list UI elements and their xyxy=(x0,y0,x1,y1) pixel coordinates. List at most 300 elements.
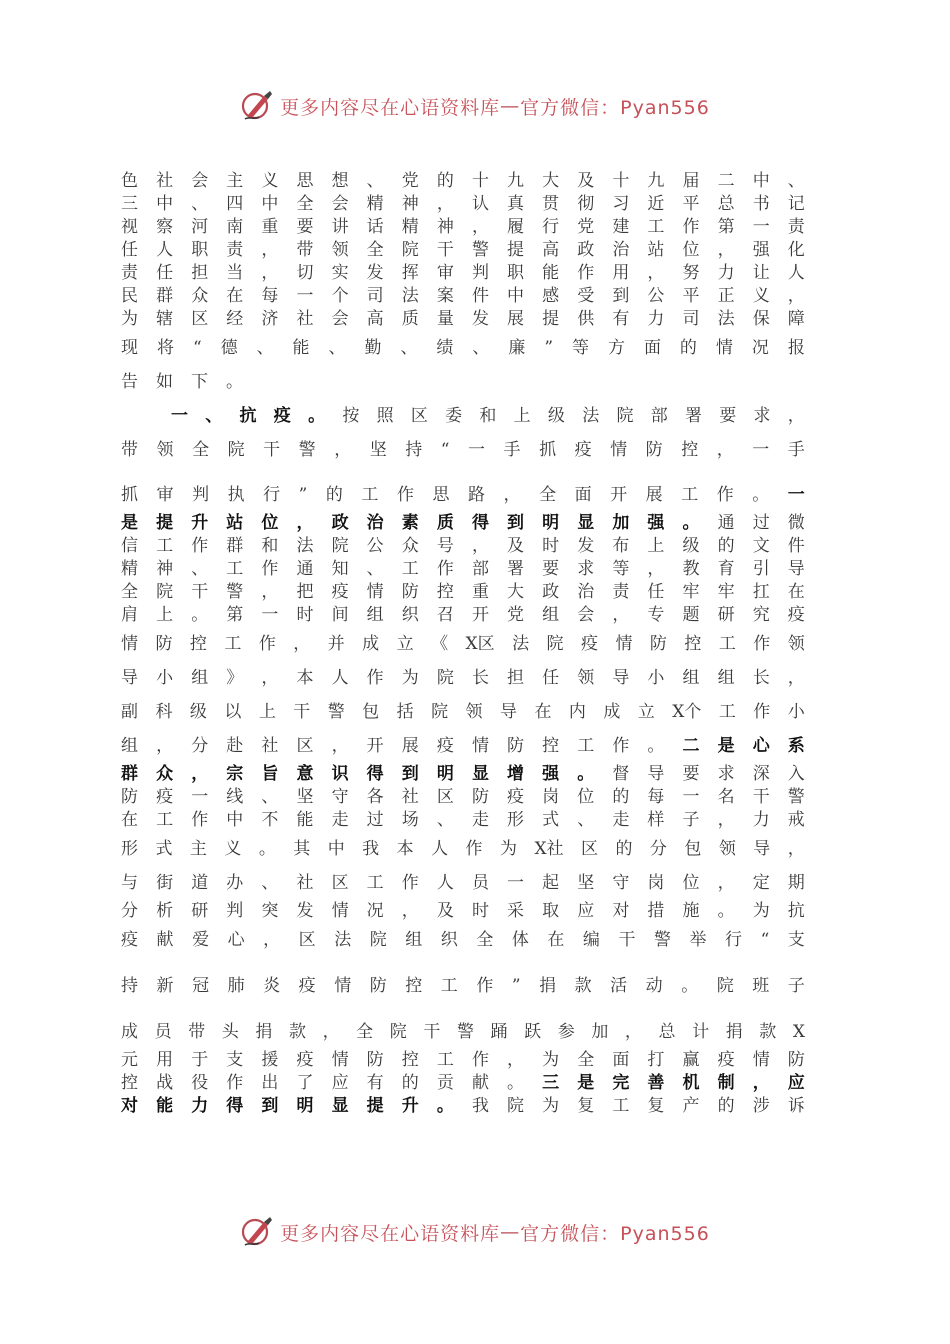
text-char: 机 xyxy=(682,1073,700,1093)
text-char: 心 xyxy=(227,930,245,950)
text-char: 线 xyxy=(226,787,244,807)
text-char: 。 xyxy=(308,406,326,426)
text-char: 院 xyxy=(401,240,419,260)
text-char: 工 xyxy=(156,536,174,556)
text-char: 到 xyxy=(612,286,630,306)
text-char: 。 xyxy=(682,513,700,533)
text-char: 治 xyxy=(366,513,384,533)
text-char: 。 xyxy=(258,839,276,859)
text-char: 与 xyxy=(121,873,138,893)
text-char: 社 xyxy=(156,171,174,191)
text-line xyxy=(121,627,805,661)
text-char: 抓 xyxy=(121,485,138,505)
text-char: 每 xyxy=(261,286,279,306)
text-char: 院 xyxy=(369,930,387,950)
text-char: ， xyxy=(261,263,279,283)
text-char: 现 xyxy=(121,338,138,358)
text-char: 一 xyxy=(296,286,314,306)
text-char: 工 xyxy=(401,559,419,579)
text-char: 个 xyxy=(331,286,349,306)
text-char: ， xyxy=(787,668,805,688)
wechat-text: 官方微信：Pyan556 xyxy=(520,1222,710,1245)
text-char: 深 xyxy=(752,764,770,784)
text-char: 民 xyxy=(121,286,138,306)
text-char: 任 xyxy=(542,668,560,688)
wechat-text: 官方微信：Pyan556 xyxy=(520,96,710,119)
text-char: 措 xyxy=(647,901,665,921)
text-char: 守 xyxy=(612,873,630,893)
text-char: 知 xyxy=(331,559,349,579)
text-char: 告 xyxy=(121,372,138,392)
text-char: 位 xyxy=(682,873,700,893)
text-char: 警 xyxy=(787,787,805,807)
text-char: 、 xyxy=(261,873,279,893)
text-char: 赢 xyxy=(682,1050,700,1070)
text-char: 得 xyxy=(226,1096,244,1116)
text-char: 。 xyxy=(681,976,699,996)
text-char: 人 xyxy=(431,839,449,859)
text-char: 组 xyxy=(405,930,423,950)
text-char: 导 xyxy=(121,668,138,688)
text-char: 警 xyxy=(226,582,244,602)
text-char: ， xyxy=(717,810,735,830)
text-char: 众 xyxy=(156,764,174,784)
text-char: 社 xyxy=(296,873,314,893)
text-char: 防 xyxy=(471,787,489,807)
text-char: 要 xyxy=(719,406,737,426)
text-char: 防 xyxy=(401,582,419,602)
text-char: 挥 xyxy=(401,263,419,283)
text-char: 领 xyxy=(577,668,595,688)
text-line xyxy=(121,308,805,331)
text-char: 工 xyxy=(647,217,665,237)
text-char: 况 xyxy=(366,901,384,921)
text-char: 岗 xyxy=(542,787,560,807)
text-char: 行 xyxy=(542,217,560,237)
text-line xyxy=(121,866,805,900)
text-line xyxy=(121,1095,805,1118)
text-char: 力 xyxy=(191,1096,209,1116)
text-char: 障 xyxy=(787,309,805,329)
text-char: 其 xyxy=(293,839,311,859)
text-char: 政 xyxy=(577,240,595,260)
text-char: 及 xyxy=(436,901,454,921)
text-line xyxy=(121,786,805,809)
text-char: 明 xyxy=(296,1096,314,1116)
text-char: 上 xyxy=(647,536,665,556)
text-char: 应 xyxy=(577,901,595,921)
text-char: 街 xyxy=(156,873,174,893)
text-char: 情 xyxy=(615,634,633,654)
text-char: 疫 xyxy=(581,634,598,654)
text-char: ， xyxy=(787,406,805,426)
text-char: 班 xyxy=(752,976,770,996)
text-char: 彻 xyxy=(577,194,595,214)
text-char: 二 xyxy=(682,736,700,756)
text-char: 中 xyxy=(327,839,345,859)
text-char: 分 xyxy=(121,901,138,921)
text-char: 一 xyxy=(507,873,525,893)
text-char: 党 xyxy=(401,171,419,191)
text-char: 方 xyxy=(607,338,625,358)
text-char: 作 xyxy=(226,1073,244,1093)
text-char: 工 xyxy=(440,976,458,996)
text-char: 会 xyxy=(331,309,349,329)
text-char: 担 xyxy=(191,263,209,283)
text-char: 组 xyxy=(121,736,138,756)
text-char: 习 xyxy=(612,194,630,214)
text-char: 疫 xyxy=(717,1050,735,1070)
text-char: 坚 xyxy=(577,873,595,893)
text-char: 是 xyxy=(717,736,735,756)
text-line xyxy=(121,969,805,1003)
text-char: 警 xyxy=(653,930,671,950)
text-char: 警 xyxy=(456,1022,474,1042)
text-char: 援 xyxy=(261,1050,279,1070)
text-char: 防 xyxy=(645,440,663,460)
text-line xyxy=(121,365,805,399)
text-char: 扛 xyxy=(752,582,770,602)
text-char: 署 xyxy=(507,559,525,579)
text-char: 防 xyxy=(369,976,387,996)
text-char: 路 xyxy=(468,485,486,505)
text-char: 提 xyxy=(542,309,560,329)
text-char: 作 xyxy=(753,634,771,654)
text-char: X区 xyxy=(465,634,495,654)
text-char: 情 xyxy=(610,440,628,460)
text-char: 子 xyxy=(787,976,805,996)
text-char: 元 xyxy=(121,1050,138,1070)
text-char: 捐 xyxy=(539,976,557,996)
text-char: 在 xyxy=(787,582,805,602)
text-char: 支 xyxy=(226,1050,244,1070)
text-char: 主 xyxy=(189,839,207,859)
text-char: 通 xyxy=(717,513,735,533)
text-char: 级 xyxy=(189,702,207,722)
text-char: 旨 xyxy=(261,764,279,784)
text-char: 河 xyxy=(191,217,209,237)
text-char: 工 xyxy=(156,810,174,830)
text-char: 期 xyxy=(787,873,805,893)
text-char: 切 xyxy=(296,263,314,283)
text-char: 。 xyxy=(752,485,770,505)
text-char: ， xyxy=(156,736,174,756)
text-char: 对 xyxy=(612,901,630,921)
text-char: X个 xyxy=(672,702,702,722)
text-char: 抗 xyxy=(239,406,257,426)
text-char: 出 xyxy=(261,1073,279,1093)
text-char: 记 xyxy=(787,194,805,214)
text-char: 按 xyxy=(342,406,360,426)
text-char: 制 xyxy=(717,1073,735,1093)
text-char: 为 xyxy=(542,1096,560,1116)
text-char: 干 xyxy=(618,930,636,950)
text-char: 等 xyxy=(572,338,589,358)
text-char: 。 xyxy=(436,1096,454,1116)
text-char: 过 xyxy=(366,810,384,830)
text-char: ， xyxy=(503,485,521,505)
text-char: 办 xyxy=(226,873,244,893)
text-char: 。 xyxy=(647,736,665,756)
text-char: ” xyxy=(511,976,521,996)
text-char: 建 xyxy=(612,217,630,237)
text-char: 领 xyxy=(718,839,736,859)
text-char: 全 xyxy=(476,930,494,950)
text-char: 力 xyxy=(717,263,735,283)
text-line xyxy=(121,809,805,832)
text-char: 了 xyxy=(296,1073,314,1093)
text-char: 包 xyxy=(362,702,380,722)
text-char: 质 xyxy=(436,513,454,533)
text-char: 我 xyxy=(362,839,380,859)
text-char: 作 xyxy=(191,536,209,556)
text-char: 题 xyxy=(682,605,700,625)
text-char: ， xyxy=(191,764,209,784)
text-char: 的 xyxy=(717,1096,735,1116)
text-char: 涉 xyxy=(752,1096,770,1116)
text-char: ， xyxy=(261,582,279,602)
text-char: 上 xyxy=(513,406,531,426)
text-char: 括 xyxy=(396,702,414,722)
text-char: 法 xyxy=(296,536,314,556)
text-char: ， xyxy=(296,513,314,533)
text-char: 工 xyxy=(361,485,379,505)
text-char: 带 xyxy=(296,240,314,260)
text-char: 素 xyxy=(401,513,419,533)
text-line xyxy=(121,331,805,365)
text-char: 组 xyxy=(191,668,209,688)
text-char: 开 xyxy=(610,485,628,505)
text-char: 献 xyxy=(156,930,174,950)
text-char: 作 xyxy=(682,217,700,237)
text-char: 的 xyxy=(436,171,454,191)
text-char: 责 xyxy=(787,217,805,237)
text-char: 高 xyxy=(542,240,560,260)
text-char: 持 xyxy=(405,440,423,460)
text-char: 作 xyxy=(612,736,630,756)
text-char: 作 xyxy=(258,634,276,654)
text-char: 法 xyxy=(582,406,600,426)
text-char: 视 xyxy=(121,217,138,237)
text-char: 一 xyxy=(468,440,486,460)
text-char: 动 xyxy=(645,976,663,996)
text-char: 得 xyxy=(366,764,384,784)
text-char: 法 xyxy=(401,286,419,306)
text-char: 德 xyxy=(220,338,238,358)
text-char: 作 xyxy=(476,976,494,996)
text-line xyxy=(121,512,805,535)
text-char: 职 xyxy=(191,240,209,260)
text-char: “ xyxy=(440,440,450,460)
text-char: 施 xyxy=(682,901,700,921)
text-char: 跃 xyxy=(524,1022,542,1042)
text-char: 应 xyxy=(787,1073,805,1093)
text-char: 控 xyxy=(436,582,454,602)
text-char: ， xyxy=(752,1073,770,1093)
text-char: 领 xyxy=(331,240,349,260)
text-char: 走 xyxy=(612,810,630,830)
text-char: 情 xyxy=(331,901,349,921)
text-char: 况 xyxy=(751,338,769,358)
text-char: 中 xyxy=(226,810,244,830)
text-char: 供 xyxy=(577,309,595,329)
text-char: 如 xyxy=(156,372,173,392)
text-char: 把 xyxy=(296,582,314,602)
text-char: 对 xyxy=(121,1096,138,1116)
text-char: 面 xyxy=(643,338,661,358)
text-char: 照 xyxy=(376,406,394,426)
text-char: 工 xyxy=(224,634,242,654)
text-char: 通 xyxy=(296,559,314,579)
text-char: 总 xyxy=(717,194,735,214)
text-char: 情 xyxy=(366,582,384,602)
text-char: 众 xyxy=(191,286,209,306)
text-char: 疫 xyxy=(574,440,592,460)
text-char: 导 xyxy=(647,764,665,784)
text-char: 发 xyxy=(577,536,595,556)
text-char: 话 xyxy=(366,217,384,237)
text-char: 情 xyxy=(334,976,352,996)
text-char: 工 xyxy=(681,485,699,505)
text-char: 支 xyxy=(787,930,805,950)
text-char: 发 xyxy=(296,901,314,921)
text-char: 增 xyxy=(507,764,525,784)
text-char: 九 xyxy=(507,171,525,191)
text-char: 疫 xyxy=(273,406,291,426)
text-char: 抓 xyxy=(539,440,557,460)
text-char: 担 xyxy=(507,668,525,688)
text-char: 行 xyxy=(725,930,743,950)
text-char: 打 xyxy=(647,1050,665,1070)
text-char: 级 xyxy=(547,406,565,426)
text-line xyxy=(121,285,805,308)
text-char: 发 xyxy=(471,309,489,329)
text-char: 《 xyxy=(431,634,449,654)
text-char: 疫 xyxy=(121,930,138,950)
text-char: 站 xyxy=(647,240,665,260)
text-char: 廉 xyxy=(508,338,526,358)
text-char: 道 xyxy=(191,873,209,893)
text-char: 中 xyxy=(752,171,770,191)
text-char: 工 xyxy=(718,634,736,654)
text-char: ， xyxy=(717,240,735,260)
text-char: 入 xyxy=(787,764,805,784)
text-char: 作 xyxy=(401,873,419,893)
text-char: 升 xyxy=(401,1096,419,1116)
text-char: 识 xyxy=(331,764,349,784)
text-char: 研 xyxy=(717,605,735,625)
text-char: 文 xyxy=(752,536,770,556)
text-char: 工 xyxy=(718,702,736,722)
text-char: ， xyxy=(717,873,735,893)
text-char: 加 xyxy=(612,513,630,533)
text-char: 主 xyxy=(226,171,244,191)
text-char: 治 xyxy=(612,240,630,260)
text-char: 头 xyxy=(221,1022,239,1042)
text-char: 展 xyxy=(507,309,525,329)
text-char: 引 xyxy=(752,559,770,579)
text-char: ， xyxy=(507,1050,525,1070)
text-char: 级 xyxy=(682,536,700,556)
text-char: 重 xyxy=(471,582,489,602)
text-char: 重 xyxy=(261,217,279,237)
text-char: 报 xyxy=(787,338,805,358)
text-char: 贡 xyxy=(436,1073,454,1093)
text-char: 社 xyxy=(261,736,279,756)
text-char: 件 xyxy=(787,536,805,556)
text-char: 牢 xyxy=(682,582,700,602)
text-char: 走 xyxy=(471,810,489,830)
text-char: 力 xyxy=(752,810,770,830)
banner-dash: — xyxy=(500,95,521,117)
text-char: ， xyxy=(261,240,279,260)
text-char: 成 xyxy=(362,634,380,654)
text-char: 成 xyxy=(603,702,621,722)
text-char: 工 xyxy=(577,736,595,756)
text-char: 升 xyxy=(191,513,209,533)
text-char: 质 xyxy=(401,309,419,329)
text-char: 提 xyxy=(507,240,525,260)
text-char: 精 xyxy=(121,559,138,579)
text-char: 让 xyxy=(752,263,770,283)
text-char: 形 xyxy=(507,810,525,830)
text-char: 位 xyxy=(682,240,700,260)
text-char: 献 xyxy=(471,1073,489,1093)
text-char: ， xyxy=(263,930,281,950)
text-char: 是 xyxy=(121,513,138,533)
text-char: 思 xyxy=(432,485,450,505)
text-char: 宗 xyxy=(226,764,244,784)
text-char: 想 xyxy=(331,171,349,191)
text-char: 控 xyxy=(684,634,702,654)
text-char: 组 xyxy=(542,605,560,625)
text-char: 义 xyxy=(224,839,242,859)
text-char: 督 xyxy=(612,764,630,784)
text-char: 件 xyxy=(471,286,489,306)
text-char: 小 xyxy=(647,668,665,688)
text-char: 将 xyxy=(156,338,174,358)
text-char: 、 xyxy=(787,171,805,191)
text-char: 平 xyxy=(682,286,700,306)
text-char: 、 xyxy=(366,559,384,579)
text-char: 精 xyxy=(366,194,384,214)
text-char: 和 xyxy=(261,536,279,556)
pen-logo-icon xyxy=(240,89,274,123)
text-char: 近 xyxy=(647,194,665,214)
text-char: 案 xyxy=(436,286,454,306)
text-char: 肩 xyxy=(121,605,138,625)
text-char: 区 xyxy=(191,309,209,329)
text-char: 展 xyxy=(401,736,419,756)
text-char: 部 xyxy=(650,406,668,426)
text-char: 加 xyxy=(591,1022,609,1042)
text-char: 名 xyxy=(717,787,735,807)
text-char: 大 xyxy=(542,171,560,191)
text-char: X xyxy=(792,1022,805,1042)
text-char: ， xyxy=(647,559,665,579)
text-char: 形 xyxy=(121,839,138,859)
text-char: 区 xyxy=(331,873,349,893)
text-char: 作 xyxy=(716,485,734,505)
text-char: 。 xyxy=(717,901,735,921)
text-char: “ xyxy=(760,930,770,950)
text-char: 号 xyxy=(436,536,454,556)
text-char: 平 xyxy=(682,194,700,214)
text-char: 采 xyxy=(507,901,525,921)
document-body xyxy=(121,170,805,1118)
text-char: 活 xyxy=(610,976,628,996)
text-line xyxy=(121,832,805,866)
